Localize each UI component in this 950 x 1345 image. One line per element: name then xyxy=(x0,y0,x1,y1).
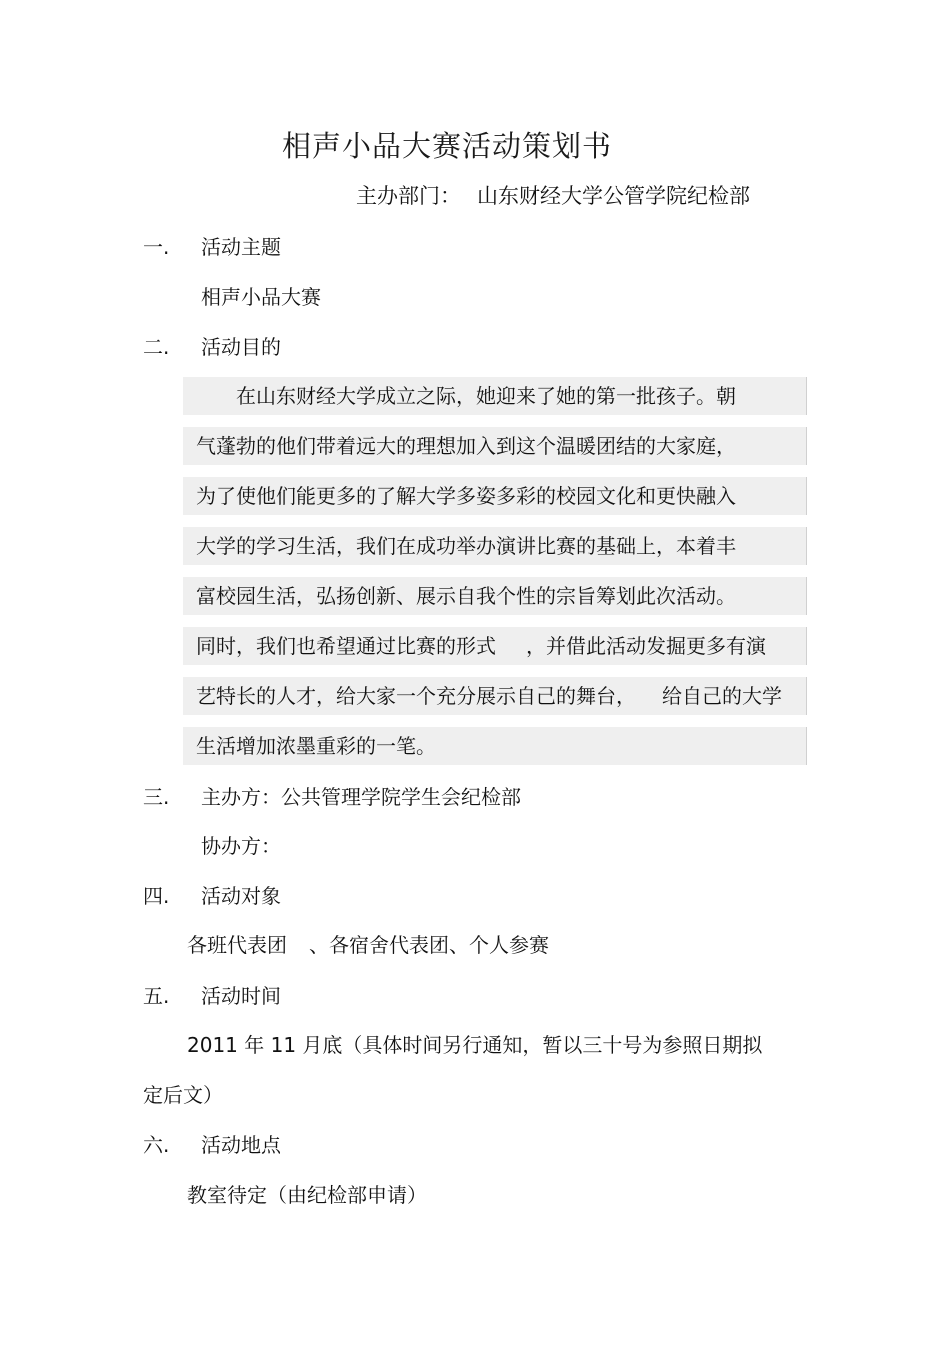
paragraph-line: 为了使他们能更多的了解大学多姿多彩的校园文化和更快融入 xyxy=(196,484,736,508)
organizer-value: 山东财经大学公管学院纪检部 xyxy=(477,184,750,208)
section-content: 2011 年 11 月底（具体时间另行通知，暂以三十号为参照日期拟 xyxy=(187,1033,763,1057)
paragraph-line: 大学的学习生活，我们在成功举办演讲比赛的基础上，本着丰 xyxy=(196,534,736,558)
content-fragment: 各班代表团 xyxy=(187,933,287,957)
section-heading: 活动地点 xyxy=(201,1133,281,1157)
section-heading: 活动目的 xyxy=(201,335,281,359)
paragraph-fragment: 给自己的大学 xyxy=(662,684,782,708)
paragraph-line: 气蓬勃的他们带着远大的理想加入到这个温暖团结的大家庭， xyxy=(196,434,736,458)
paragraph-line: 生活增加浓墨重彩的一笔。 xyxy=(196,734,436,758)
section-number: 四. xyxy=(143,884,170,908)
section-number: 六. xyxy=(143,1133,170,1157)
section-heading: 活动时间 xyxy=(201,984,281,1008)
organizer-line xyxy=(356,180,750,210)
section-content: 定后文） xyxy=(143,1083,223,1107)
section-content: 协办方： xyxy=(201,834,281,858)
section-number: 二. xyxy=(143,335,170,359)
paragraph-fragment: ，并借此活动发掘更多有演 xyxy=(526,634,766,658)
page-title: 相声小品大赛活动策划书 xyxy=(282,129,613,163)
section-heading: 活动对象 xyxy=(201,884,281,908)
paragraph-fragment: 同时，我们也希望通过比赛的形式 xyxy=(196,634,496,658)
section-number: 一. xyxy=(143,235,170,259)
section-number: 五. xyxy=(143,984,170,1008)
section-content: 教室待定（由纪检部申请） xyxy=(187,1183,427,1207)
paragraph-fragment: 艺特长的人才，给大家一个充分展示自己的舞台， xyxy=(196,684,636,708)
paragraph-line xyxy=(196,630,766,659)
content-fragment: 、各宿舍代表团、个人参赛 xyxy=(309,933,549,957)
section-number: 三. xyxy=(143,785,170,809)
section-heading: 主办方：公共管理学院学生会纪检部 xyxy=(201,785,521,809)
paragraph-line xyxy=(196,680,782,709)
section-content: 相声小品大赛 xyxy=(201,285,321,309)
organizer-label: 主办部门： xyxy=(356,184,461,208)
section-content xyxy=(187,929,549,958)
paragraph-line: 在山东财经大学成立之际，她迎来了她的第一批孩子。朝 xyxy=(236,384,736,408)
paragraph-line: 富校园生活，弘扬创新、展示自我个性的宗旨筹划此次活动。 xyxy=(196,584,736,608)
section-heading: 活动主题 xyxy=(201,235,281,259)
